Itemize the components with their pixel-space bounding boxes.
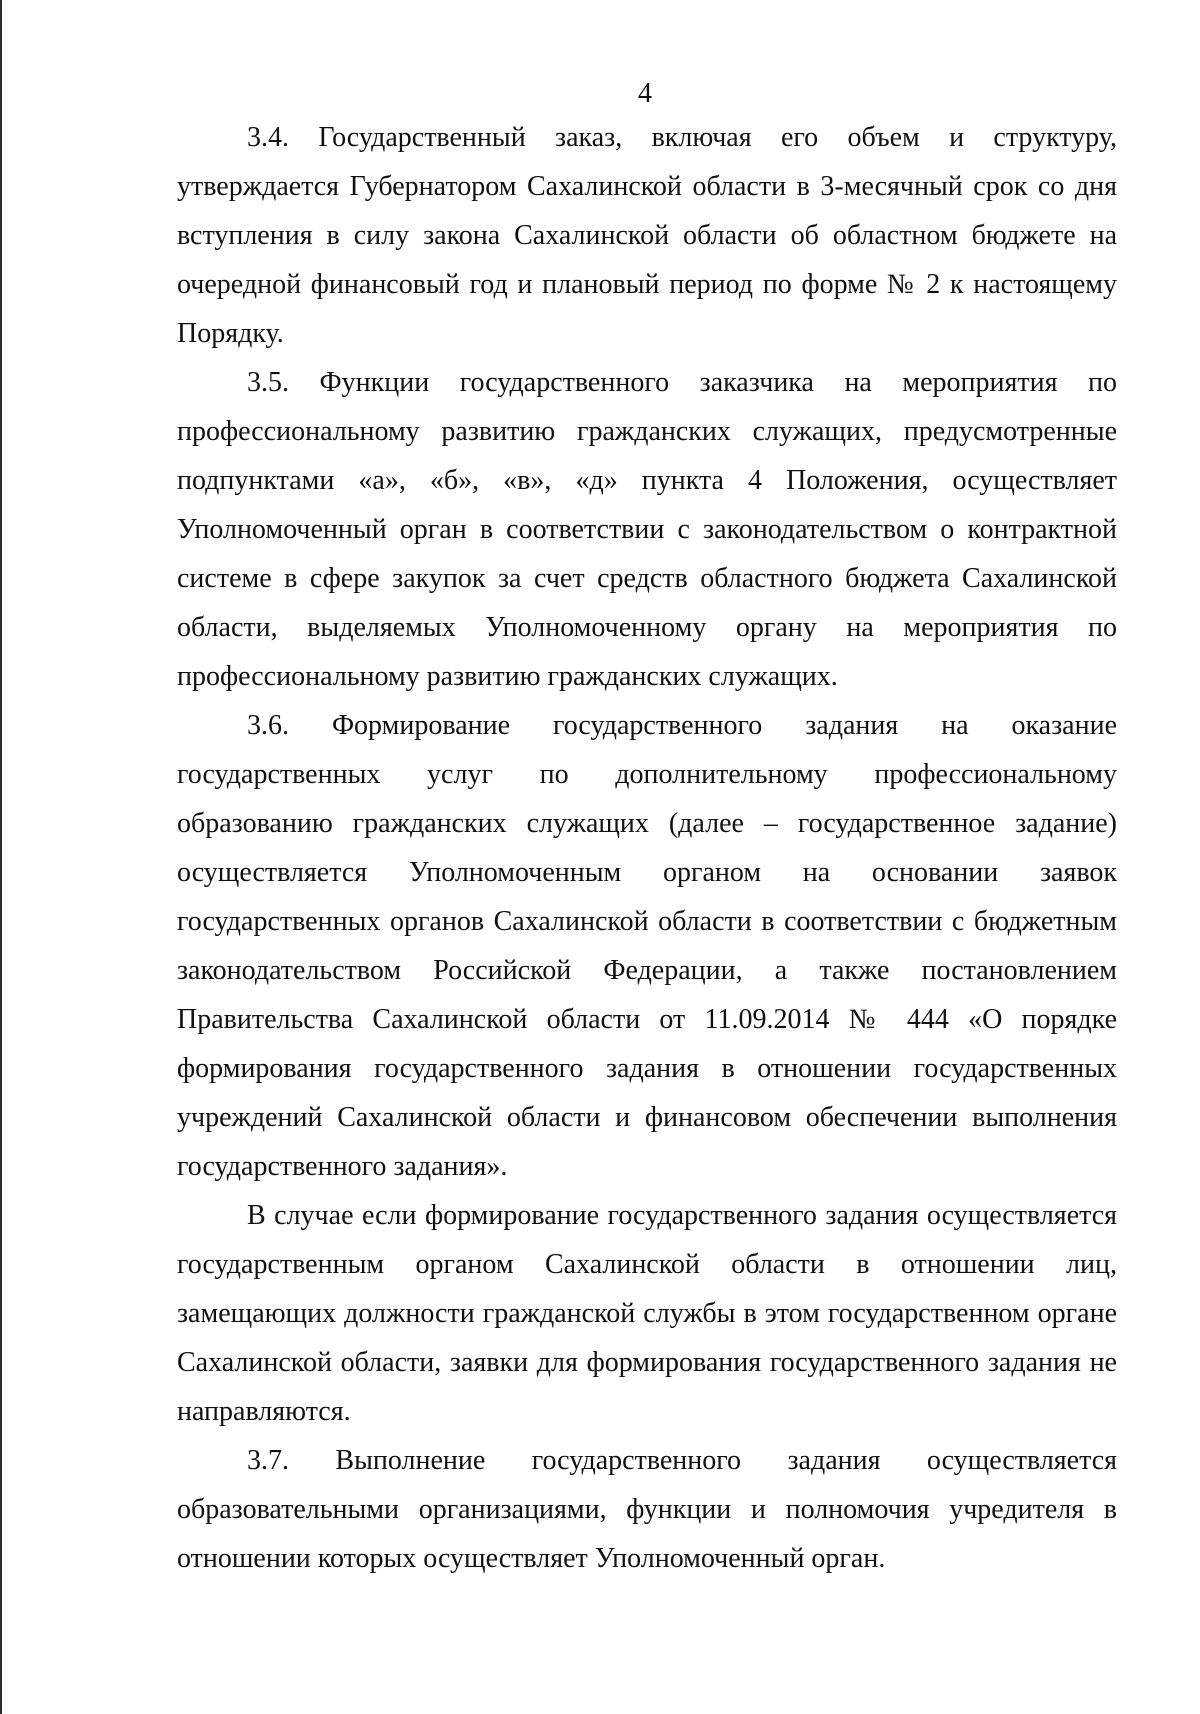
clause-number: 3.7. — [247, 1445, 289, 1476]
paragraph-3-5 — [177, 358, 1117, 701]
paragraph-3-4 — [177, 113, 1117, 358]
scan-edge-line — [0, 0, 2, 1714]
paragraph-3-6 — [177, 701, 1117, 1191]
paragraph-text: Функции государственного заказчика на мероприятия по профессиональному развитию гражданских служащих, предусмотренные подпунктами «а», «б», «в», «д» пункта 4 Положения, осуществляет Уполномоченный орган в соответствии с законодательством о контрактной системе в сфере закупок за счет средств областного бюджета Сахалинской области, выделяемых Уполномоченному органу на мероприятия по профессиональному развитию гражданских служащих. — [177, 367, 1118, 692]
clause-number: 3.4. — [247, 122, 289, 153]
paragraph-3-6-continued — [177, 1191, 1117, 1436]
paragraph-text: В случае если формирование государственного задания осуществляется государственным органом Сахалинской области в отношении лиц, замещающих должности гражданской службы в этом государственном органе Сахалинской области, заявки для формирования государственного задания не направляются. — [177, 1200, 1117, 1427]
clause-number: 3.6. — [247, 710, 289, 741]
text-column — [177, 113, 1117, 1583]
paragraph-text: Выполнение государственного задания осуществляется образовательными организациями, функции и полномочия учредителя в отношении которых осуществляет Уполномоченный орган. — [177, 1445, 1117, 1574]
paragraph-text: Формирование государственного задания на оказание государственных услуг по дополнительному профессиональному образованию гражданских служащих (далее – государственное задание) осуществляется Уполномоченным органом на основании заявок государственных органов Сахалинской области в соответствии с бюджетным законодательством Российской Федерации, а также постановлением Правительства Сахалинской области от 11.09.2014 № 444 «О порядке формирования государственного задания в отношении государственных учреждений Сахалинской области и финансовом обеспечении выполнения государственного задания». — [177, 710, 1117, 1182]
page-number: 4 — [638, 78, 652, 109]
paragraph-text: Государственный заказ, включая его объем и структуру, утверждается Губернатором Сахалинской области в 3-месячный срок со дня вступления в силу закона Сахалинской области об областном бюджете на очередной финансовый год и плановый период по форме № 2 к настоящему Порядку. — [177, 122, 1117, 349]
paragraph-3-7 — [177, 1436, 1117, 1583]
clause-number: 3.5. — [247, 367, 289, 398]
